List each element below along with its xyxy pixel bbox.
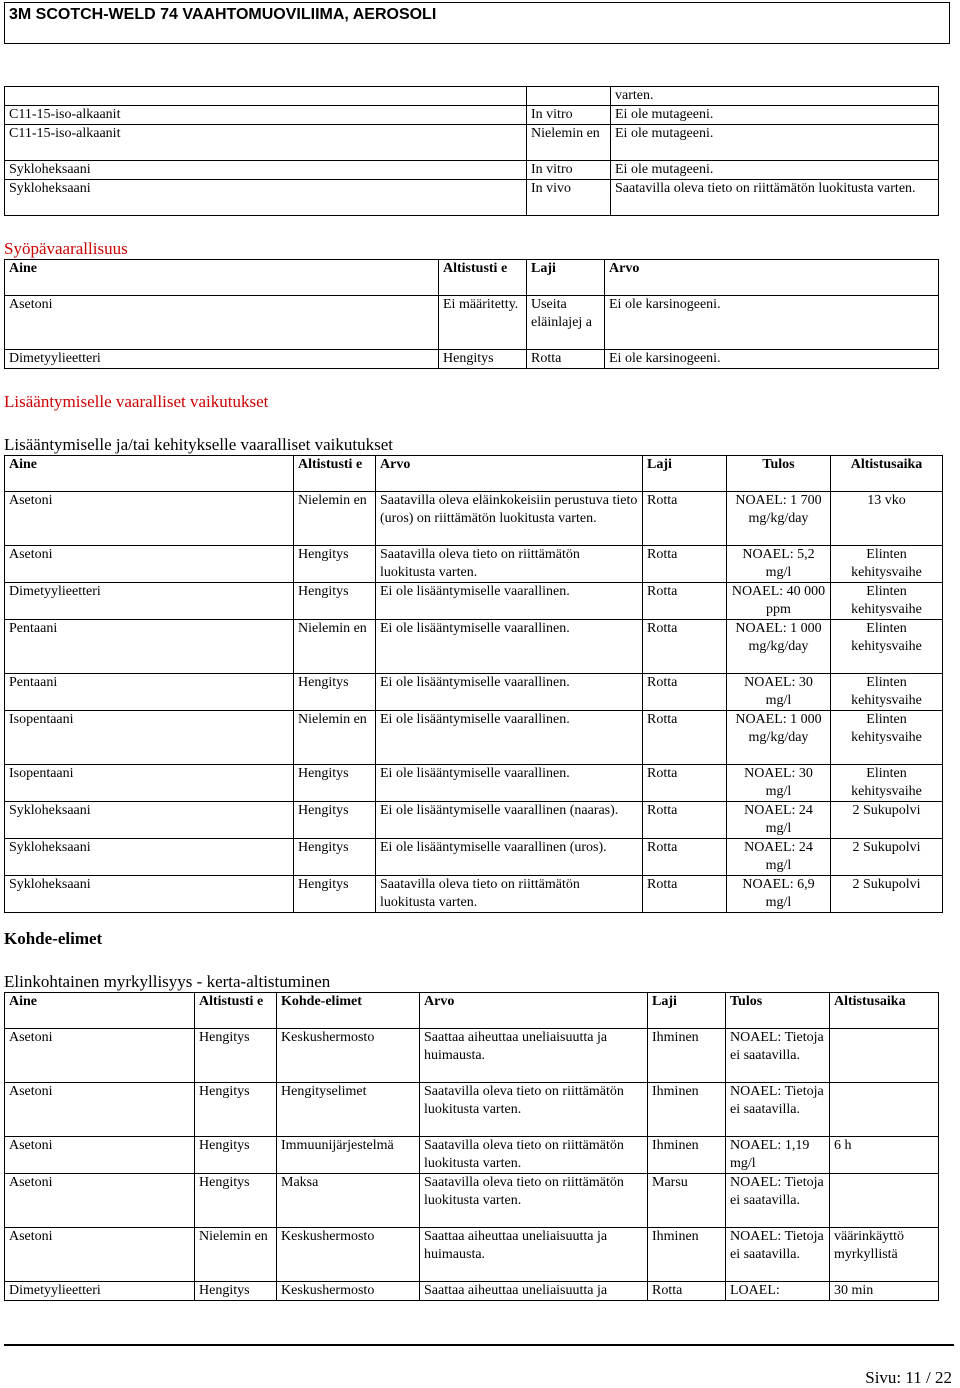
table-cell: Elinten kehitysvaihe xyxy=(831,546,943,583)
table-cell: Keskushermosto xyxy=(277,1029,420,1083)
table-header-row xyxy=(5,993,939,1029)
table-cell: Saatavilla oleva eläinkokeisiin perustuva tieto (uros) on riittämätön luokitusta varten. xyxy=(376,492,643,546)
table-cell: Ei ole karsinogeeni. xyxy=(605,350,939,369)
table-row xyxy=(5,1282,939,1301)
table-cell: Asetoni xyxy=(5,1174,195,1228)
footer-rule xyxy=(4,1344,954,1346)
table-cell: Ihminen xyxy=(648,1083,726,1137)
table-cell: Hengitys xyxy=(195,1029,277,1083)
table-cell: 13 vko xyxy=(831,492,943,546)
table-cell: Asetoni xyxy=(5,1228,195,1282)
table-cell: Hengitys xyxy=(195,1083,277,1137)
table-cell: Hengitys xyxy=(195,1282,277,1301)
table-cell: Keskushermosto xyxy=(277,1282,420,1301)
table-row xyxy=(5,1083,939,1137)
table-cell: NOAEL: 5,2 mg/l xyxy=(727,546,831,583)
table-cell xyxy=(5,87,527,106)
table-row xyxy=(5,1137,939,1174)
column-header: Laji xyxy=(648,993,726,1029)
table-row xyxy=(5,180,939,216)
table-cell: Nielemin en xyxy=(294,620,376,674)
table-cell: Rotta xyxy=(643,765,727,802)
table-cell: Ihminen xyxy=(648,1228,726,1282)
table-cell: Ei määritetty. xyxy=(439,296,527,350)
table-row xyxy=(5,839,943,876)
table-row xyxy=(5,674,943,711)
column-header: Aine xyxy=(5,456,294,492)
table-cell: Elinten kehitysvaihe xyxy=(831,620,943,674)
table-row xyxy=(5,711,943,765)
column-header: Arvo xyxy=(605,260,939,296)
table-cell: Isopentaani xyxy=(5,765,294,802)
table-cell: NOAEL: 6,9 mg/l xyxy=(727,876,831,913)
table-row xyxy=(5,620,943,674)
table-cell: NOAEL: 24 mg/l xyxy=(727,802,831,839)
table-cell: C11-15-iso-alkaanit xyxy=(5,125,527,161)
table-cell: Rotta xyxy=(643,802,727,839)
table-row xyxy=(5,87,939,106)
table-cell: Dimetyylieetteri xyxy=(5,583,294,620)
table-cell xyxy=(830,1083,939,1137)
table-row xyxy=(5,125,939,161)
table-cell: Dimetyylieetteri xyxy=(5,1282,195,1301)
table-cell: In vivo xyxy=(527,180,611,216)
table-row xyxy=(5,876,943,913)
table-row xyxy=(5,161,939,180)
table-cell: Rotta xyxy=(527,350,605,369)
table-cell: Ei ole lisääntymiselle vaarallinen. xyxy=(376,583,643,620)
table-cell xyxy=(830,1174,939,1228)
table-cell: NOAEL: Tietoja ei saatavilla. xyxy=(726,1228,830,1282)
carcinogenicity-title: Syöpävaarallisuus xyxy=(4,239,128,258)
column-header: Tulos xyxy=(727,456,831,492)
table-cell: Saattaa aiheuttaa uneliaisuutta ja huimausta. xyxy=(420,1029,648,1083)
table-cell: NOAEL: 30 mg/l xyxy=(727,674,831,711)
table-cell: Saatavilla oleva tieto on riittämätön luokitusta varten. xyxy=(420,1083,648,1137)
table-cell: Nielemin en xyxy=(294,711,376,765)
column-header: Altistusaika xyxy=(831,456,943,492)
column-header: Aine xyxy=(5,993,195,1029)
table-cell: Sykloheksaani xyxy=(5,876,294,913)
table-row xyxy=(5,583,943,620)
table-cell xyxy=(830,1029,939,1083)
table-cell: Asetoni xyxy=(5,492,294,546)
table-cell: Saattaa aiheuttaa uneliaisuutta ja xyxy=(420,1282,648,1301)
column-header: Altistusaika xyxy=(830,993,939,1029)
table-cell: Ihminen xyxy=(648,1137,726,1174)
table-cell: NOAEL: Tietoja ei saatavilla. xyxy=(726,1029,830,1083)
target-organs-title: Kohde-elimet xyxy=(4,929,103,948)
table-cell: Rotta xyxy=(643,546,727,583)
table-cell: Immuunijärjestelmä xyxy=(277,1137,420,1174)
table-row xyxy=(5,350,939,369)
table-cell: Elinten kehitysvaihe xyxy=(831,765,943,802)
page-number: Sivu: 11 / 22 xyxy=(865,1368,952,1387)
table-row xyxy=(5,765,943,802)
document-header xyxy=(4,2,950,44)
reproductive-subtitle: Lisääntymiselle ja/tai kehitykselle vaaralliset vaikutukset xyxy=(4,435,393,454)
table-cell: Ei ole mutageeni. xyxy=(611,125,939,161)
column-header: Laji xyxy=(527,260,605,296)
table-cell: Saatavilla oleva tieto on riittämätön luokitusta varten. xyxy=(376,546,643,583)
table-cell: Saattaa aiheuttaa uneliaisuutta ja huimausta. xyxy=(420,1228,648,1282)
table-cell: Useita eläinlajej a xyxy=(527,296,605,350)
table-cell: Asetoni xyxy=(5,1137,195,1174)
column-header: Aine xyxy=(5,260,439,296)
table-cell: Ei ole lisääntymiselle vaarallinen. xyxy=(376,674,643,711)
table-cell: Asetoni xyxy=(5,546,294,583)
table-cell: Ei ole lisääntymiselle vaarallinen (uros). xyxy=(376,839,643,876)
table-cell: NOAEL: 1 000 mg/kg/day xyxy=(727,620,831,674)
column-header: Arvo xyxy=(376,456,643,492)
table-cell: Elinten kehitysvaihe xyxy=(831,674,943,711)
table-cell xyxy=(527,87,611,106)
table-cell: NOAEL: 1 000 mg/kg/day xyxy=(727,711,831,765)
table-cell: NOAEL: 40 000 ppm xyxy=(727,583,831,620)
table-cell: Rotta xyxy=(648,1282,726,1301)
table-cell: Rotta xyxy=(643,620,727,674)
table-cell: Marsu xyxy=(648,1174,726,1228)
table-cell: Hengitys xyxy=(294,839,376,876)
table-cell: Asetoni xyxy=(5,1083,195,1137)
table-cell: Asetoni xyxy=(5,1029,195,1083)
table-cell: NOAEL: Tietoja ei saatavilla. xyxy=(726,1174,830,1228)
table-cell: Saatavilla oleva tieto on riittämätön luokitusta varten. xyxy=(420,1174,648,1228)
table-cell: Sykloheksaani xyxy=(5,161,527,180)
table-row xyxy=(5,1174,939,1228)
table-cell: Keskushermosto xyxy=(277,1228,420,1282)
table-cell: Elinten kehitysvaihe xyxy=(831,711,943,765)
column-header: Kohde-elimet xyxy=(277,993,420,1029)
table-cell: Asetoni xyxy=(5,296,439,350)
column-header: Tulos xyxy=(726,993,830,1029)
table-row xyxy=(5,1228,939,1282)
table-cell: 2 Sukupolvi xyxy=(831,802,943,839)
table-cell: In vitro xyxy=(527,161,611,180)
table-cell: Elinten kehitysvaihe xyxy=(831,583,943,620)
reproductive-title: Lisääntymiselle vaaralliset vaikutukset xyxy=(4,392,269,411)
column-header: Laji xyxy=(643,456,727,492)
column-header: Altistusti e xyxy=(439,260,527,296)
table-row xyxy=(5,802,943,839)
target-organs-subtitle: Elinkohtainen myrkyllisyys - kerta-altistuminen xyxy=(4,972,331,991)
table-cell: Hengitys xyxy=(294,802,376,839)
table-cell: Hengitys xyxy=(294,583,376,620)
table-cell: Pentaani xyxy=(5,674,294,711)
table-cell: C11-15-iso-alkaanit xyxy=(5,106,527,125)
table-cell: Rotta xyxy=(643,876,727,913)
table-cell: Hengityselimet xyxy=(277,1083,420,1137)
table-cell: Ei ole lisääntymiselle vaarallinen (naaras). xyxy=(376,802,643,839)
table-header-row xyxy=(5,260,939,296)
table-cell: 2 Sukupolvi xyxy=(831,839,943,876)
table-cell: Rotta xyxy=(643,583,727,620)
table-cell: Hengitys xyxy=(195,1174,277,1228)
mutagenicity-table xyxy=(4,86,939,216)
table-cell: Ei ole mutageeni. xyxy=(611,106,939,125)
table-cell: Hengitys xyxy=(294,876,376,913)
table-cell: Rotta xyxy=(643,839,727,876)
table-cell: varten. xyxy=(611,87,939,106)
table-cell: NOAEL: 30 mg/l xyxy=(727,765,831,802)
table-cell: Pentaani xyxy=(5,620,294,674)
table-cell: Hengitys xyxy=(439,350,527,369)
table-cell: NOAEL: 24 mg/l xyxy=(727,839,831,876)
table-cell: Ei ole lisääntymiselle vaarallinen. xyxy=(376,620,643,674)
table-row xyxy=(5,546,943,583)
table-cell: Nielemin en xyxy=(294,492,376,546)
table-cell: Rotta xyxy=(643,711,727,765)
column-header: Altistusti e xyxy=(294,456,376,492)
table-cell: Ei ole lisääntymiselle vaarallinen. xyxy=(376,765,643,802)
table-row xyxy=(5,492,943,546)
table-cell: Saatavilla oleva tieto on riittämätön luokitusta varten. xyxy=(611,180,939,216)
reproductive-table xyxy=(4,455,943,913)
table-cell: Ei ole mutageeni. xyxy=(611,161,939,180)
table-cell: Hengitys xyxy=(195,1137,277,1174)
table-cell: Rotta xyxy=(643,492,727,546)
table-cell: Saatavilla oleva tieto on riittämätön luokitusta varten. xyxy=(420,1137,648,1174)
table-cell: Hengitys xyxy=(294,765,376,802)
column-header: Altistusti e xyxy=(195,993,277,1029)
table-cell: Dimetyylieetteri xyxy=(5,350,439,369)
table-cell: Rotta xyxy=(643,674,727,711)
table-cell: Hengitys xyxy=(294,674,376,711)
table-cell: LOAEL: xyxy=(726,1282,830,1301)
table-row xyxy=(5,106,939,125)
table-cell: Ei ole karsinogeeni. xyxy=(605,296,939,350)
table-cell: 2 Sukupolvi xyxy=(831,876,943,913)
table-cell: Sykloheksaani xyxy=(5,180,527,216)
table-cell: Isopentaani xyxy=(5,711,294,765)
table-cell: Nielemin en xyxy=(195,1228,277,1282)
table-cell: In vitro xyxy=(527,106,611,125)
table-cell: väärinkäyttö myrkyllistä xyxy=(830,1228,939,1282)
table-cell: 30 min xyxy=(830,1282,939,1301)
table-cell: Ei ole lisääntymiselle vaarallinen. xyxy=(376,711,643,765)
carcinogenicity-table xyxy=(4,259,939,369)
table-cell: NOAEL: 1,19 mg/l xyxy=(726,1137,830,1174)
table-cell: Saatavilla oleva tieto on riittämätön luokitusta varten. xyxy=(376,876,643,913)
table-cell: Ihminen xyxy=(648,1029,726,1083)
table-header-row xyxy=(5,456,943,492)
table-cell: Hengitys xyxy=(294,546,376,583)
column-header: Arvo xyxy=(420,993,648,1029)
table-cell: Sykloheksaani xyxy=(5,839,294,876)
document-title: 3M SCOTCH-WELD 74 VAAHTOMUOVILIIMA, AEROSOLI xyxy=(9,6,437,23)
table-row xyxy=(5,296,939,350)
table-cell: Maksa xyxy=(277,1174,420,1228)
table-cell: Sykloheksaani xyxy=(5,802,294,839)
table-cell: 6 h xyxy=(830,1137,939,1174)
target-organs-table xyxy=(4,992,939,1301)
table-cell: NOAEL: Tietoja ei saatavilla. xyxy=(726,1083,830,1137)
table-cell: NOAEL: 1 700 mg/kg/day xyxy=(727,492,831,546)
table-row xyxy=(5,1029,939,1083)
table-cell: Nielemin en xyxy=(527,125,611,161)
